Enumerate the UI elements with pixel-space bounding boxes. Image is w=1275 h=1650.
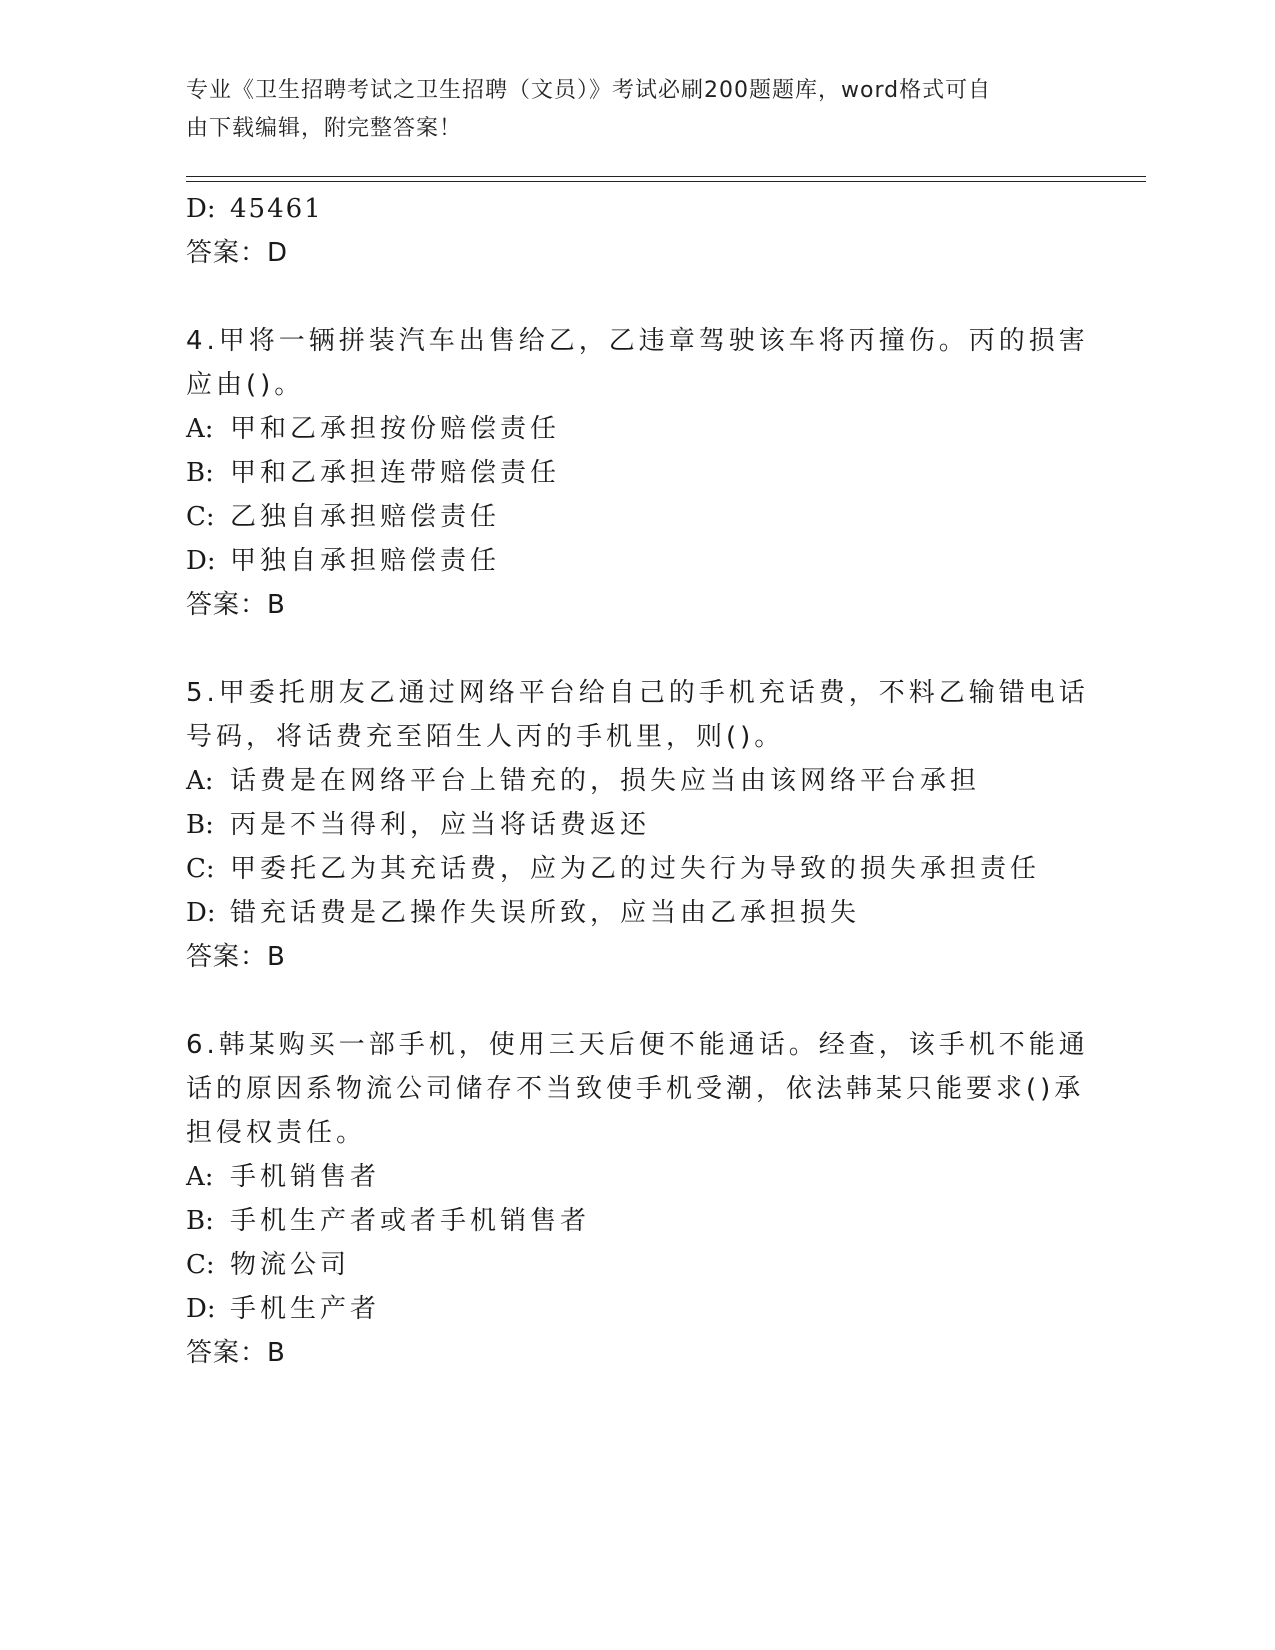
answer-value: B xyxy=(267,590,286,620)
question-4-option-a xyxy=(186,411,560,447)
option-text: 甲和乙承担连带赔偿责任 xyxy=(230,458,561,488)
option-text: 丙是不当得利，应当将话费返还 xyxy=(230,810,651,840)
question-4-answer xyxy=(186,587,286,623)
header-line-1: 专业《卫生招聘考试之卫生招聘（文员）》考试必刷200题题库，word格式可自 xyxy=(186,78,992,103)
option-letter: B: xyxy=(186,1206,214,1236)
answer-label: 答案： xyxy=(186,1338,268,1368)
option-text: 45461 xyxy=(230,194,323,224)
document-header xyxy=(186,72,1066,148)
option-text: 乙独自承担赔偿责任 xyxy=(230,502,501,532)
option-text: 甲委托乙为其充话费，应为乙的过失行为导致的损失承担责任 xyxy=(230,854,1041,884)
option-letter: C: xyxy=(186,854,215,884)
question-4-stem-line-2: 应由()。 xyxy=(186,370,305,400)
header-line-2: 由下载编辑，附完整答案！ xyxy=(186,116,463,141)
fragment-option-d xyxy=(186,191,323,227)
answer-label: 答案： xyxy=(186,238,268,268)
question-6-stem-line-1: 6.韩某购买一部手机，使用三天后便不能通话。经查，该手机不能通 xyxy=(186,1030,1089,1060)
option-text: 错充话费是乙操作失误所致，应当由乙承担损失 xyxy=(230,898,861,928)
option-letter: A: xyxy=(186,414,214,444)
option-letter: C: xyxy=(186,502,215,532)
option-letter: B: xyxy=(186,810,214,840)
option-letter: D: xyxy=(186,898,216,928)
header-divider-top xyxy=(186,176,1146,177)
answer-value: B xyxy=(267,942,286,972)
question-5-option-a xyxy=(186,763,980,799)
question-5-option-d xyxy=(186,895,860,931)
question-6-stem-line-3: 担侵权责任。 xyxy=(186,1118,367,1148)
answer-value: B xyxy=(267,1338,286,1368)
answer-label: 答案： xyxy=(186,590,268,620)
option-letter: D: xyxy=(186,1294,216,1324)
option-letter: D: xyxy=(186,194,216,224)
question-5-option-c xyxy=(186,851,1040,887)
option-text: 物流公司 xyxy=(230,1250,351,1280)
question-5-answer xyxy=(186,939,286,975)
option-letter: A: xyxy=(186,766,214,796)
question-6-stem-line-2: 话的原因系物流公司储存不当致使手机受潮，依法韩某只能要求()承 xyxy=(186,1074,1085,1104)
question-6-answer xyxy=(186,1335,286,1371)
question-4-option-d xyxy=(186,543,500,579)
question-6-option-d xyxy=(186,1291,380,1327)
option-text: 甲独自承担赔偿责任 xyxy=(230,546,501,576)
option-letter: B: xyxy=(186,458,214,488)
question-6-option-c xyxy=(186,1247,350,1283)
option-text: 手机销售者 xyxy=(230,1162,381,1192)
question-6-option-a xyxy=(186,1159,380,1195)
question-4-option-c xyxy=(186,499,500,535)
question-6-option-b xyxy=(186,1203,590,1239)
answer-value: D xyxy=(267,238,289,268)
option-text: 手机生产者 xyxy=(230,1294,381,1324)
question-4-stem-line-1: 4.甲将一辆拼装汽车出售给乙，乙违章驾驶该车将丙撞伤。丙的损害 xyxy=(186,326,1089,356)
option-text: 甲和乙承担按份赔偿责任 xyxy=(230,414,561,444)
question-5-stem-line-1: 5.甲委托朋友乙通过网络平台给自己的手机充话费，不料乙输错电话 xyxy=(186,678,1089,708)
answer-label: 答案： xyxy=(186,942,268,972)
question-5-option-b xyxy=(186,807,650,843)
option-letter: A: xyxy=(186,1162,214,1192)
header-divider-bottom xyxy=(186,181,1146,182)
question-4-option-b xyxy=(186,455,560,491)
option-text: 话费是在网络平台上错充的，损失应当由该网络平台承担 xyxy=(230,766,981,796)
option-text: 手机生产者或者手机销售者 xyxy=(230,1206,591,1236)
option-letter: D: xyxy=(186,546,216,576)
option-letter: C: xyxy=(186,1250,215,1280)
question-5-stem-line-2: 号码，将话费充至陌生人丙的手机里，则()。 xyxy=(186,722,785,752)
fragment-answer xyxy=(186,235,288,271)
